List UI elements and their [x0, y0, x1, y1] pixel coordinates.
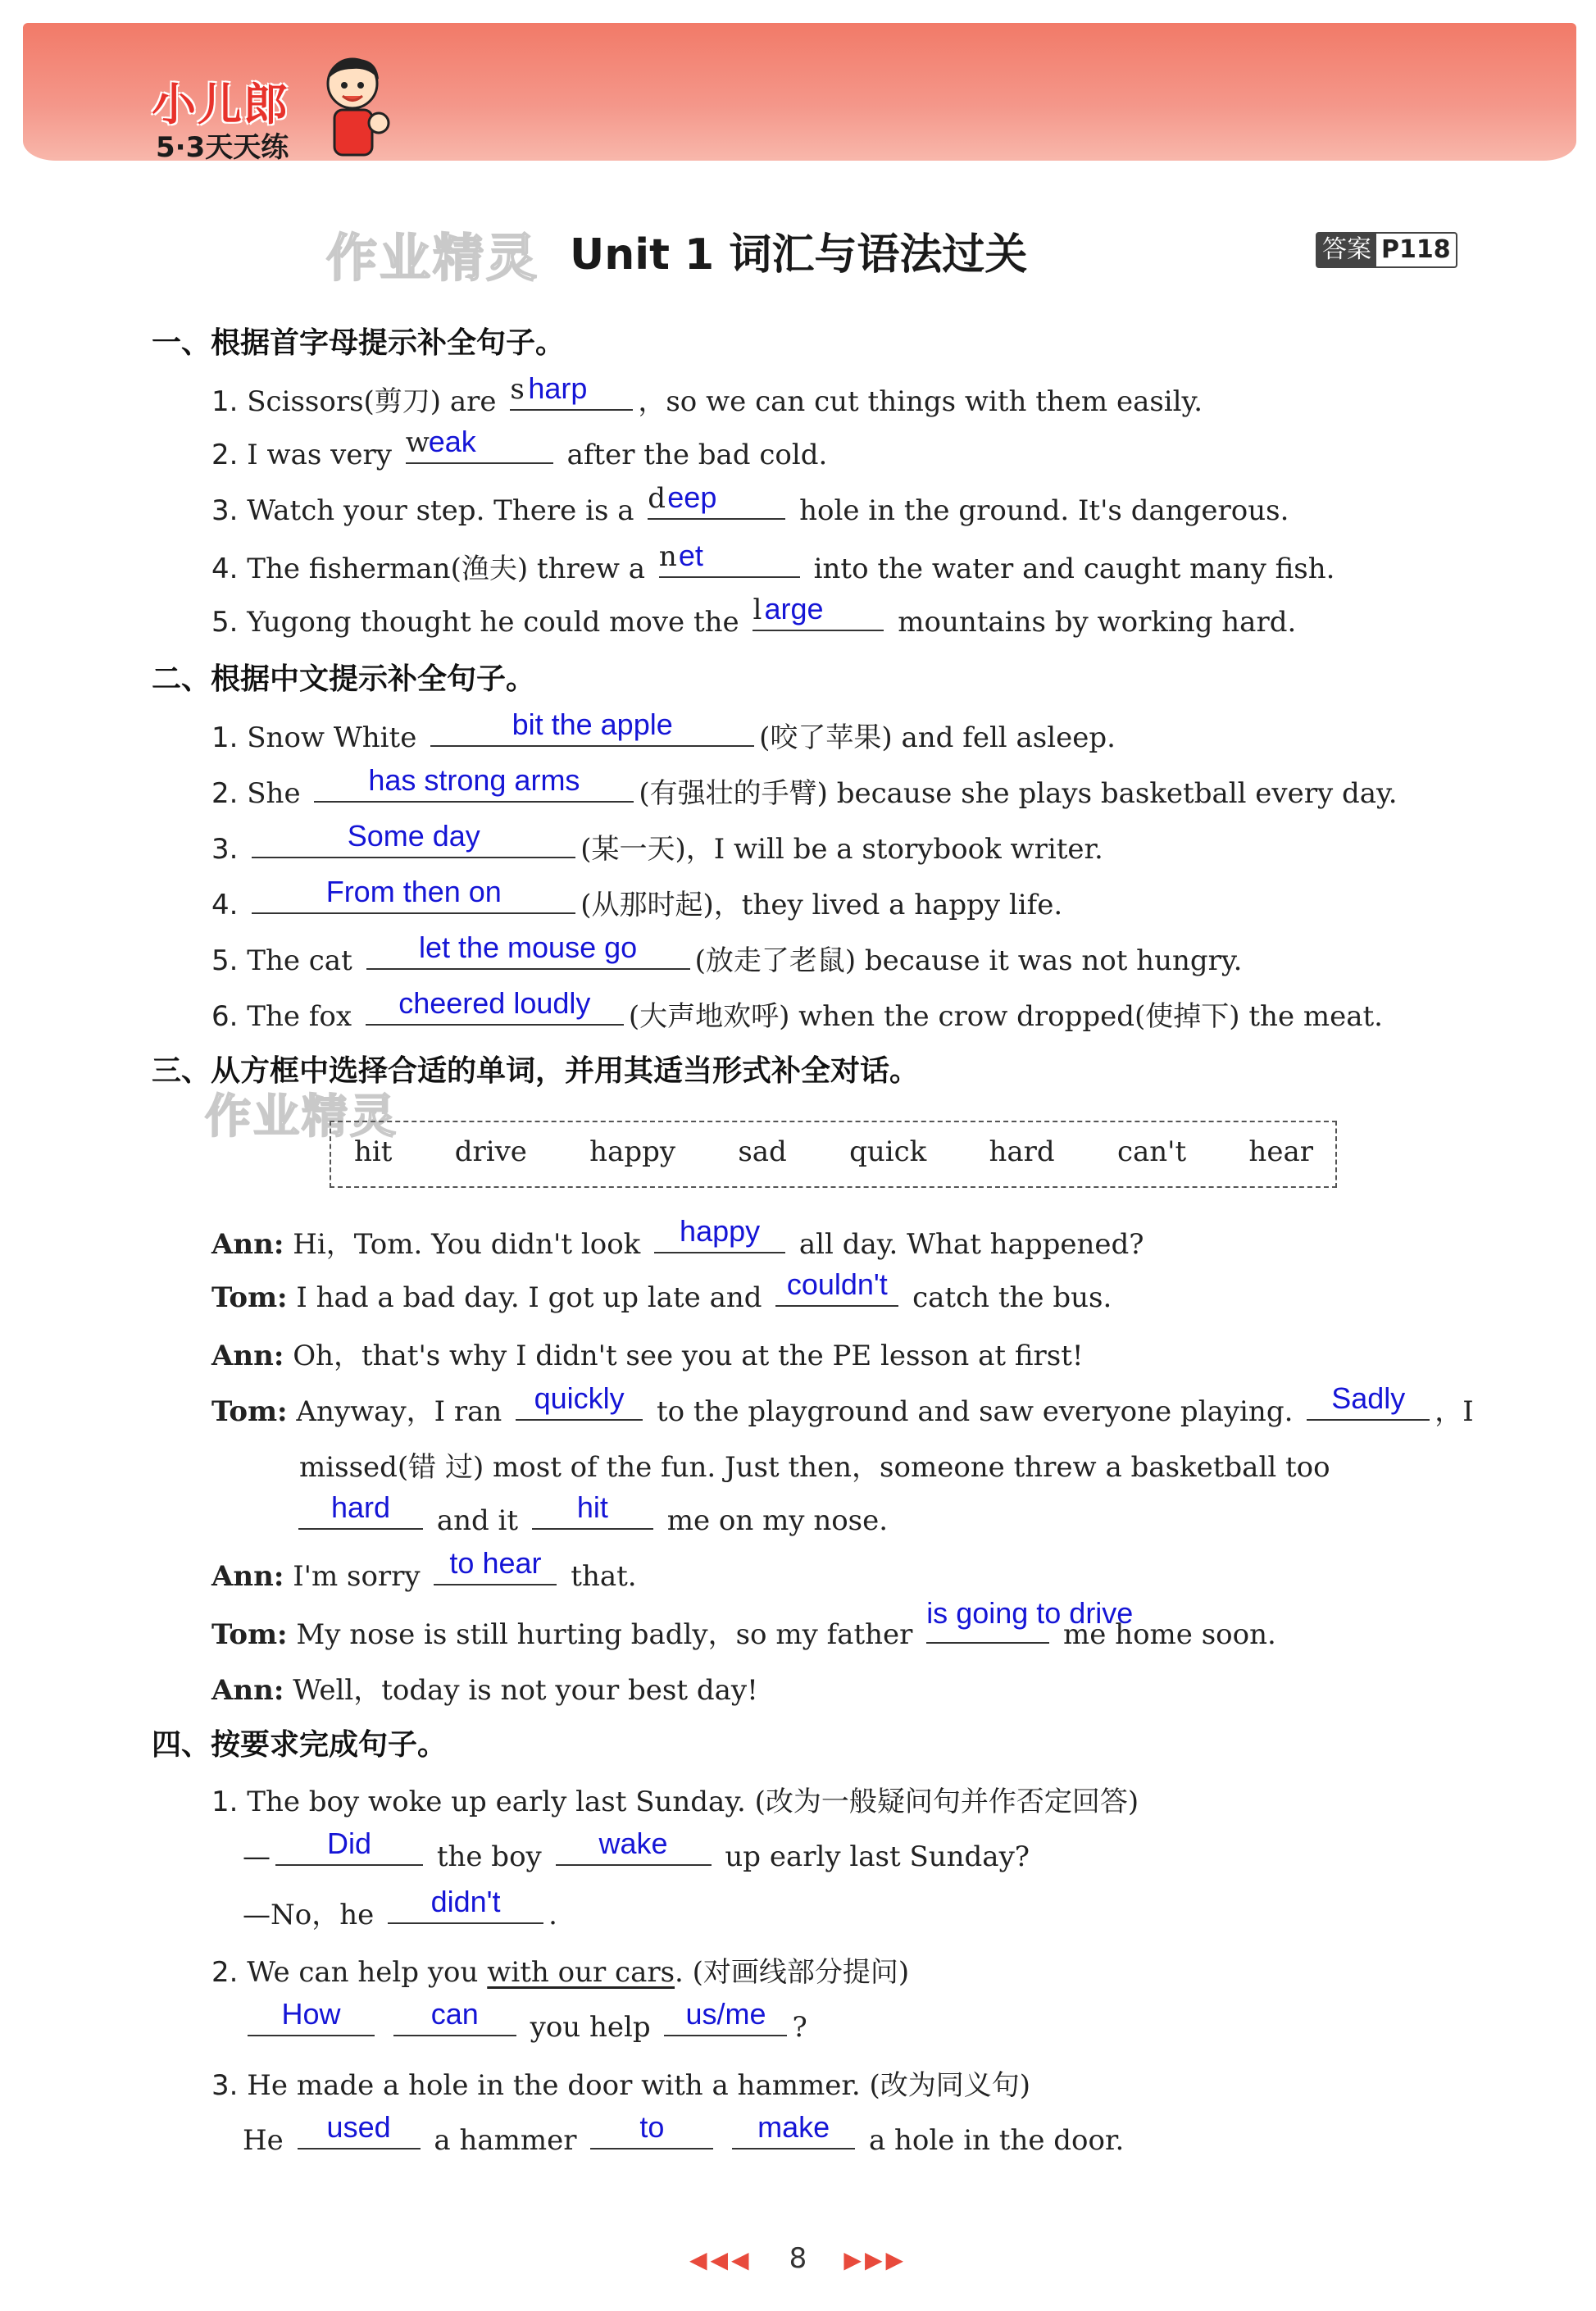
answer-blank[interactable]: d eep — [648, 490, 785, 520]
s2-item-1: 1. Snow White bit the apple (咬了苹果) and fell asleep. — [211, 707, 1116, 754]
next-arrows-icon: ▶▶▶ — [843, 2246, 907, 2273]
watermark: 作业精灵 — [326, 228, 540, 288]
mascot-icon — [311, 51, 393, 166]
brand-logo: 小儿郎 — [152, 79, 289, 130]
word-list — [354, 1135, 1313, 1168]
answer-blank[interactable]: didn't — [388, 1895, 543, 1924]
s2-item-2: 2. She has strong arms (有强壮的手臂) because she plays basketball every day. — [211, 763, 1398, 810]
answer-blank[interactable]: used — [298, 2120, 421, 2150]
answer-blank[interactable]: From then on — [252, 885, 575, 914]
dialogue-line: Ann: I'm sorry to hear that. — [211, 1546, 637, 1593]
answer-blank[interactable]: to — [590, 2120, 713, 2150]
answer-page: P118 — [1381, 235, 1451, 264]
s2-item-3: 3. Some day (某一天)，I will be a storybook writer. — [211, 819, 1103, 866]
dialogue-line: Tom: My nose is still hurting badly，so my father is going to drive me home soon. — [211, 1596, 1276, 1651]
s1-item-2: 2. I was very w eak after the bad cold. — [211, 425, 828, 471]
answer-blank[interactable]: has strong arms — [314, 773, 634, 803]
answer-blank[interactable]: How — [248, 2007, 375, 2036]
word-option: drive — [454, 1135, 527, 1168]
answer-blank[interactable]: s harp — [510, 381, 633, 411]
dialogue-line: Tom: I had a bad day. I got up late and couldn't catch the bus. — [211, 1267, 1112, 1314]
page-title: Unit 1 词汇与语法过关 — [570, 230, 1028, 280]
word-option: hear — [1248, 1135, 1313, 1168]
page-number: 8 — [789, 2242, 807, 2275]
section-4-heading: 四、按要求完成句子。 — [152, 1728, 448, 1762]
answer-blank[interactable]: w eak — [406, 434, 553, 464]
section-3-heading: 三、从方框中选择合适的单词，并用其适当形式补全对话。 — [152, 1054, 920, 1088]
s4-q1-prompt: 1. The boy woke up early last Sunday. (改为一般疑问句并作否定回答) — [211, 1786, 1139, 1818]
s1-item-3: 3. Watch your step. There is a d eep hole in the ground. It's dangerous. — [211, 480, 1289, 527]
dialogue-line: Ann: Well，today is not your best day! — [211, 1674, 758, 1707]
page-footer — [0, 2242, 1596, 2275]
s1-item-4: 4. The fisherman(渔夫) threw a n et into the water and caught many fish. — [211, 539, 1335, 585]
brand-subtitle: 5·3天天练 — [156, 131, 289, 164]
answer-blank[interactable]: l arge — [753, 602, 884, 631]
answer-blank[interactable]: to hear — [434, 1556, 557, 1585]
answer-blank[interactable]: quickly — [516, 1391, 643, 1421]
dialogue-line: Ann: Oh，that's why I didn't see you at the PE lesson at first! — [211, 1340, 1084, 1372]
answer-blank[interactable]: let the mouse go — [366, 940, 690, 970]
dialogue-line: missed(错 过) most of the fun. Just then，someone threw a basketball too — [299, 1451, 1330, 1484]
answer-blank[interactable]: couldn't — [775, 1277, 898, 1307]
word-option: hit — [354, 1135, 393, 1168]
s2-item-6: 6. The fox cheered loudly (大声地欢呼) when the crow dropped(使掉下) the meat. — [211, 986, 1383, 1033]
answer-blank[interactable]: Did — [275, 1836, 423, 1866]
answer-blank[interactable]: n et — [659, 548, 800, 578]
answer-blank[interactable]: cheered loudly — [366, 996, 624, 1026]
answer-blank[interactable]: Some day — [252, 829, 575, 858]
answer-blank[interactable]: can — [393, 2007, 516, 2036]
dialogue-line: Tom: Anyway，I ran quickly to the playground and saw everyone playing. Sadly ，I — [211, 1381, 1474, 1428]
word-option: quick — [849, 1135, 927, 1168]
answer-blank[interactable]: hit — [532, 1500, 653, 1530]
s2-item-4: 4. From then on (从那时起)，they lived a happy life. — [211, 875, 1063, 921]
s1-item-1: 1. Scissors(剪刀) are s harp ，so we can cut things with them easily. — [211, 371, 1203, 418]
watermark: 作业精灵 — [205, 1090, 398, 1144]
s4-q3-answer: He used a hammer to make a hole in the door. — [243, 2110, 1125, 2157]
answer-label: 答案 — [1317, 234, 1376, 266]
answer-blank[interactable]: wake — [556, 1836, 712, 1866]
answer-blank[interactable]: Sadly — [1307, 1391, 1430, 1421]
section-2-heading: 二、根据中文提示补全句子。 — [152, 662, 536, 696]
s4-q2-answer: How can you help us/me ? — [243, 2007, 807, 2044]
s2-item-5: 5. The cat let the mouse go (放走了老鼠) because it was not hungry. — [211, 930, 1243, 977]
answer-blank[interactable]: hard — [298, 1500, 423, 1530]
answer-blank[interactable]: is going to drive — [926, 1614, 1049, 1644]
answer-page-tag — [1316, 232, 1457, 268]
word-option: hard — [989, 1135, 1055, 1168]
s4-q3-prompt: 3. He made a hole in the door with a hammer. (改为同义句) — [211, 2069, 1030, 2102]
dialogue-line: hard and it hit me on my nose. — [293, 1500, 888, 1537]
answer-blank[interactable]: make — [732, 2120, 855, 2150]
s4-q1-reply: —No，he didn't . — [243, 1885, 557, 1931]
s4-q2-prompt: 2. We can help you with our cars. (对画线部分提问) — [211, 1956, 910, 1989]
section-1-heading: 一、根据首字母提示补全句子。 — [152, 326, 566, 360]
answer-blank[interactable]: us/me — [664, 2007, 787, 2036]
answer-blank[interactable]: bit the apple — [430, 717, 754, 747]
word-option: sad — [738, 1135, 787, 1168]
s1-item-5: 5. Yugong thought he could move the l arge mountains by working hard. — [211, 592, 1297, 639]
dialogue-line: Ann: Hi，Tom. You didn't look happy all day. What happened? — [211, 1214, 1144, 1261]
s4-q1-answer: — Did the boy wake up early last Sunday? — [243, 1827, 1030, 1873]
word-option: happy — [589, 1135, 676, 1168]
word-option: can't — [1116, 1135, 1187, 1168]
prev-arrows-icon: ◀◀◀ — [689, 2246, 753, 2273]
answer-blank[interactable]: happy — [654, 1224, 785, 1253]
